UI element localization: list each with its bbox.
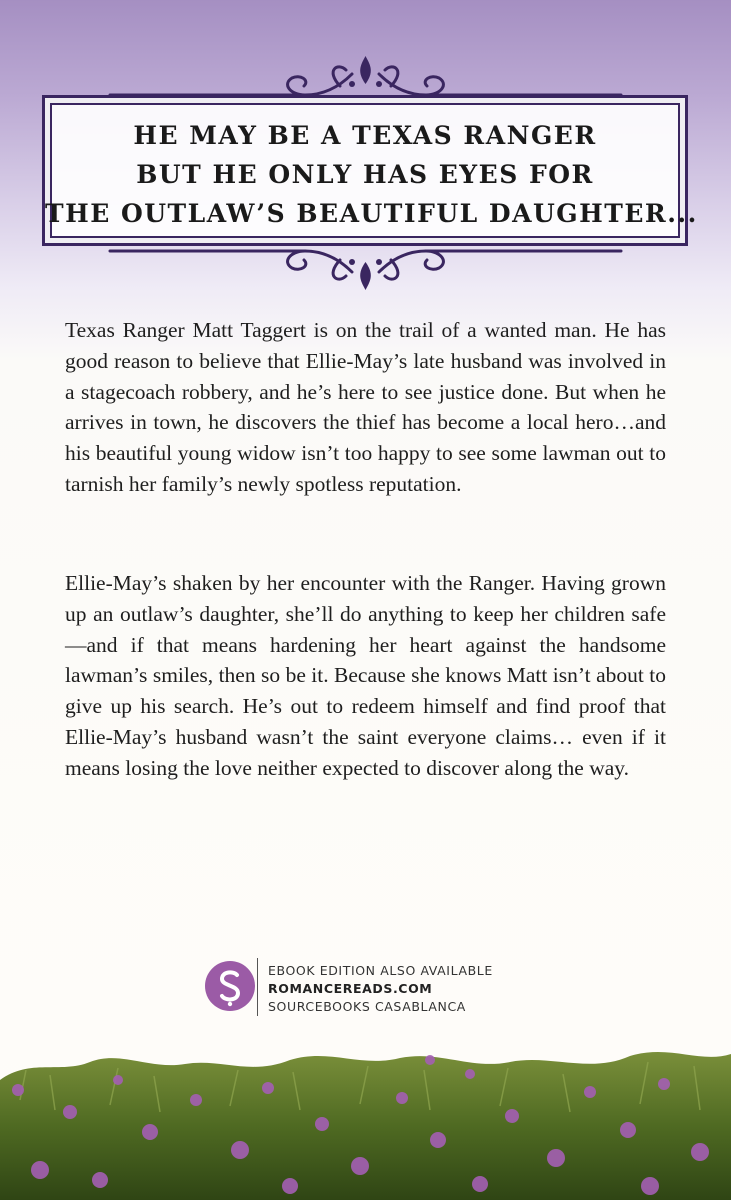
tagline-frame [42, 95, 698, 246]
blurb-paragraph-1: Texas Ranger Matt Taggert is on the trail of a wanted man. He has good reason to believe that Ellie-May’s late husband was involved in a stagecoach robbery, and he’s here to see justice done. But when he arrives in town, he discovers the thief has become a local hero…and his beautiful young widow isn’t too happy to see some lawman out to tarnish her family’s newly spotless reputation. [65, 318, 666, 496]
tagline [45, 116, 698, 233]
wildflower-field [0, 1040, 731, 1200]
publisher-info [268, 962, 493, 1016]
tagline-line-1: HE MAY BE A TEXAS RANGER [133, 121, 597, 150]
publisher-divider [257, 958, 258, 1016]
publisher-website: ROMANCEREADS.COM [268, 981, 433, 996]
tagline-line-3: THE OUTLAW’S BEAUTIFUL DAUGHTER... [45, 199, 698, 228]
ebook-note: EBOOK EDITION ALSO AVAILABLE [268, 963, 493, 978]
publisher-imprint: SOURCEBOOKS CASABLANCA [268, 999, 466, 1014]
blurb-paragraph-2: Ellie-May’s shaken by her encounter with the Ranger. Having grown up an outlaw’s daughter, she’ll do anything to keep her children safe—and if that means hardening her heart against the handsome lawman’s smiles, then so be it. Because she knows Matt isn’t about to give up his search. He’s out to redeem himself and find proof that Ellie-May’s husband wasn’t the saint everyone claims… even if it means losing the love neither expected to discover along the way. [65, 571, 666, 780]
sourcebooks-logo-icon [204, 960, 256, 1012]
ornament-bottom [0, 236, 731, 296]
tagline-line-2: BUT HE ONLY HAS EYES FOR [136, 160, 594, 189]
